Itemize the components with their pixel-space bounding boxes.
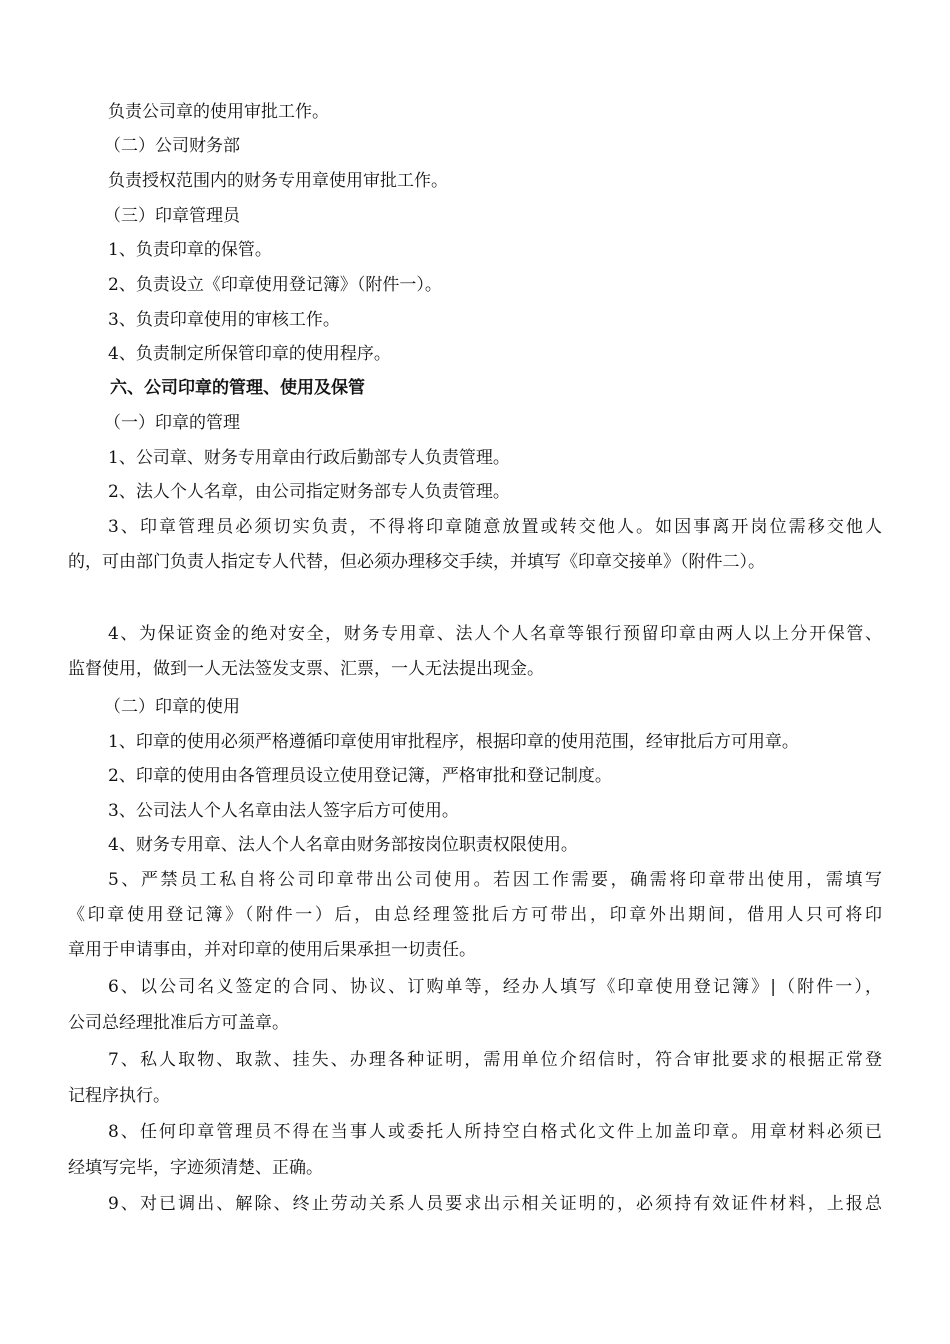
list-item: 2、法人个人名章，由公司指定财务部专人负责管理。 <box>108 482 510 502</box>
list-item: 3、公司法人个人名章由法人签字后方可使用。 <box>108 801 459 821</box>
section-heading: 六、公司印章的管理、使用及保管 <box>110 378 365 398</box>
list-item: 2、负责设立《印章使用登记簿》（附件一）。 <box>108 275 442 295</box>
text-line-continued: 记程序执行。 <box>68 1086 170 1106</box>
list-item: 4、为保证资金的绝对安全，财务专用章、法人个人名章等银行预留印章由两人以上分开保管、 <box>108 624 882 644</box>
list-item: 7、私人取物、取款、挂失、办理各种证明，需用单位介绍信时，符合审批要求的根据正常登 <box>108 1050 882 1070</box>
text-line: 负责公司章的使用审批工作。 <box>108 102 329 122</box>
list-item: 4、负责制定所保管印章的使用程序。 <box>108 344 391 364</box>
text-line-continued: 经填写完毕，字迹须清楚、正确。 <box>68 1158 323 1178</box>
subsection-heading: （一）印章的管理 <box>104 413 240 433</box>
list-item: 6、以公司名义签定的合同、协议、订购单等，经办人填写《印章使用登记簿》|（附件一）， <box>108 977 882 997</box>
list-item: 1、负责印章的保管。 <box>108 240 272 260</box>
list-item: 4、财务专用章、法人个人名章由财务部按岗位职责权限使用。 <box>108 835 578 855</box>
list-item: 2、印章的使用由各管理员设立使用登记簿，严格审批和登记制度。 <box>108 766 612 786</box>
list-item: 9、对已调出、解除、终止劳动关系人员要求出示相关证明的，必须持有效证件材料，上报总 <box>108 1194 882 1214</box>
text-line-continued: 章用于申请事由，并对印章的使用后果承担一切责任。 <box>68 940 476 960</box>
subsection-heading: （二）印章的使用 <box>104 697 240 717</box>
list-item: 1、公司章、财务专用章由行政后勤部专人负责管理。 <box>108 448 510 468</box>
subsection-heading: （二）公司财务部 <box>104 136 240 156</box>
text-line-continued: 监督使用，做到一人无法签发支票、汇票，一人无法提出现金。 <box>68 659 544 679</box>
list-item: 1、印章的使用必须严格遵循印章使用审批程序，根据印章的使用范围，经审批后方可用章。 <box>108 732 799 752</box>
list-item: 3、印章管理员必须切实负责，不得将印章随意放置或转交他人。如因事离开岗位需移交他人 <box>108 517 882 537</box>
text-line-continued: 《印章使用登记簿》（附件一）后，由总经理签批后方可带出，印章外出期间，借用人只可将印 <box>68 905 882 925</box>
list-item: 8、任何印章管理员不得在当事人或委托人所持空白格式化文件上加盖印章。用章材料必须已 <box>108 1122 882 1142</box>
text-line-continued: 公司总经理批准后方可盖章。 <box>68 1013 289 1033</box>
text-line: 负责授权范围内的财务专用章使用审批工作。 <box>108 171 448 191</box>
list-item: 3、负责印章使用的审核工作。 <box>108 310 340 330</box>
text-line-continued: 的，可由部门负责人指定专人代替，但必须办理移交手续，并填写《印章交接单》（附件二）。 <box>68 552 765 572</box>
list-item: 5、严禁员工私自将公司印章带出公司使用。若因工作需要，确需将印章带出使用，需填写 <box>108 870 882 890</box>
subsection-heading: （三）印章管理员 <box>104 206 240 226</box>
